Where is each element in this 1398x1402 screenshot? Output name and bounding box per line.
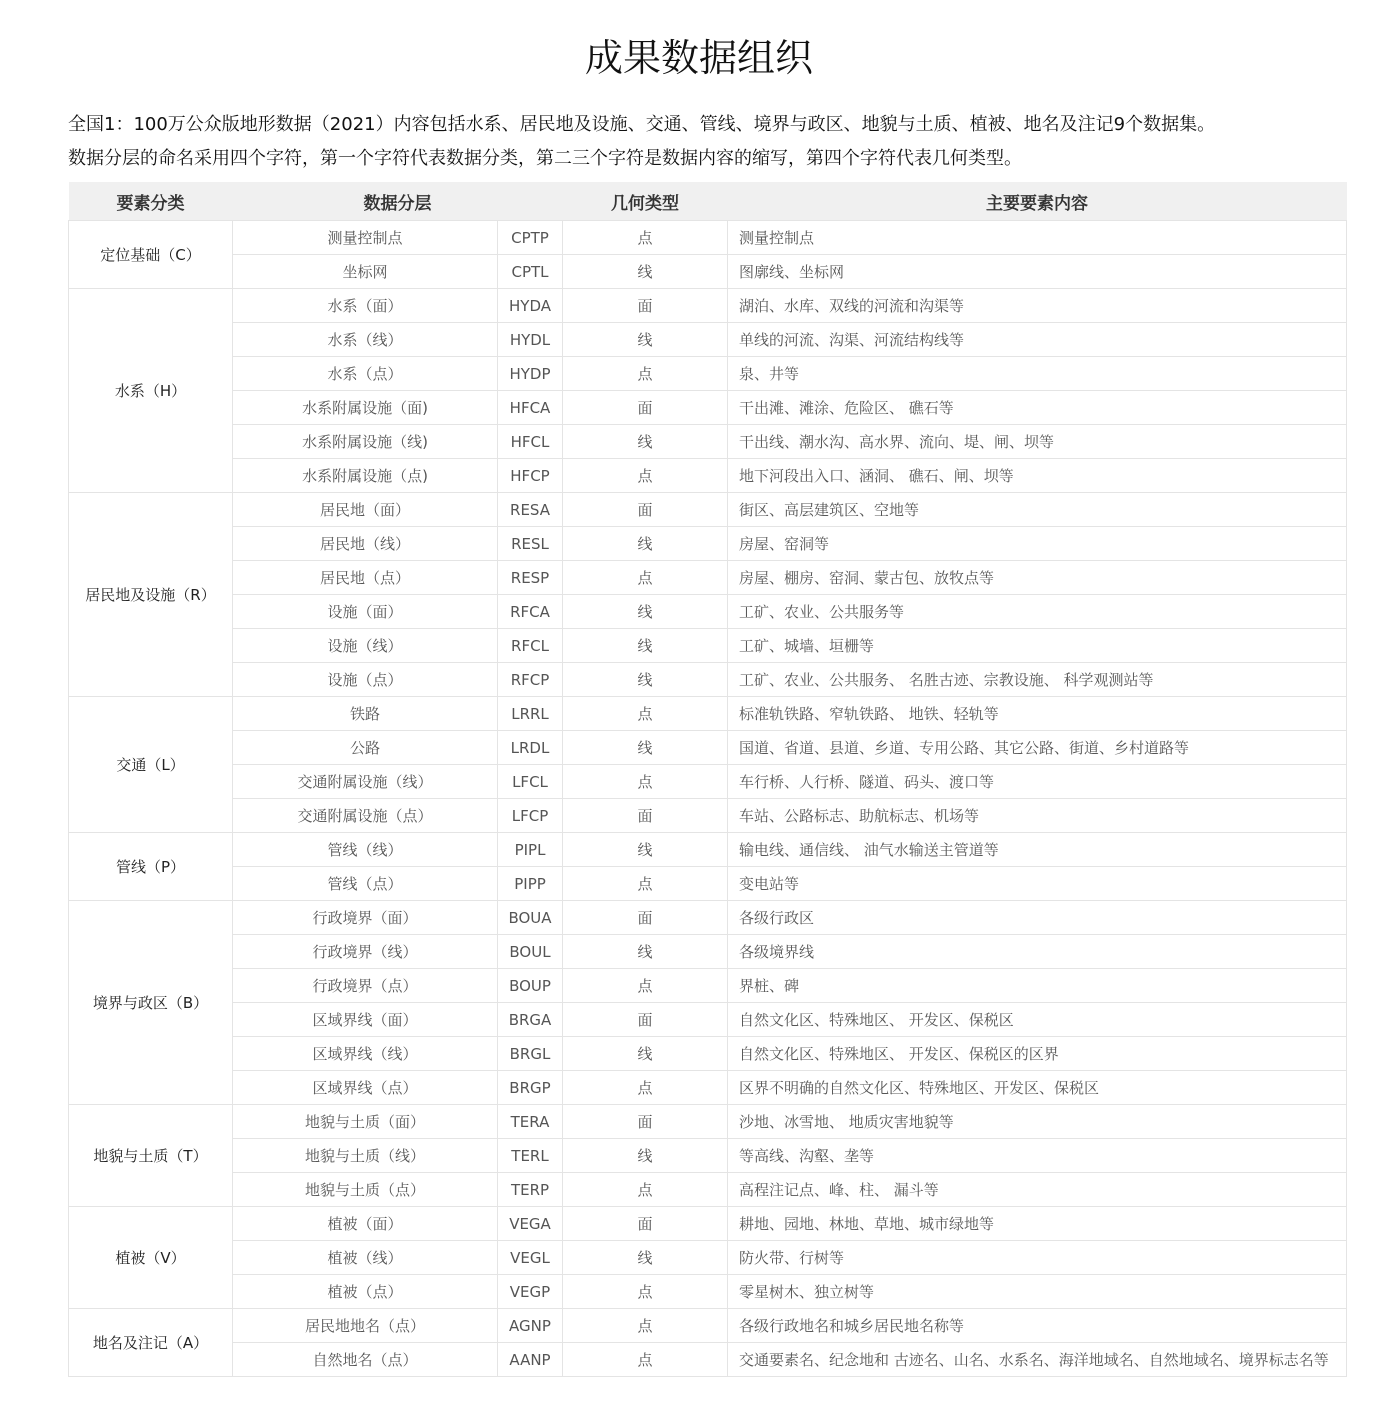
content-cell: 工矿、农业、公共服务等 bbox=[728, 595, 1347, 629]
table-row bbox=[69, 561, 1347, 595]
layer-code-cell: HFCL bbox=[498, 425, 563, 459]
table-row bbox=[69, 969, 1347, 1003]
content-cell: 干出线、潮水沟、高水界、流向、堤、闸、坝等 bbox=[728, 425, 1347, 459]
table-row bbox=[69, 357, 1347, 391]
geometry-type-cell: 面 bbox=[563, 1207, 728, 1241]
table-row bbox=[69, 255, 1347, 289]
geometry-type-cell: 点 bbox=[563, 1309, 728, 1343]
content-cell: 国道、省道、县道、乡道、专用公路、其它公路、街道、乡村道路等 bbox=[728, 731, 1347, 765]
layer-code-cell: TERL bbox=[498, 1139, 563, 1173]
header-content: 主要要素内容 bbox=[728, 182, 1347, 221]
table-row bbox=[69, 867, 1347, 901]
layer-name-cell: 管线（点） bbox=[233, 867, 498, 901]
geometry-type-cell: 点 bbox=[563, 221, 728, 255]
content-cell: 界桩、碑 bbox=[728, 969, 1347, 1003]
content-cell: 车站、公路标志、助航标志、机场等 bbox=[728, 799, 1347, 833]
category-cell: 居民地及设施（R） bbox=[69, 493, 233, 697]
geometry-type-cell: 线 bbox=[563, 1139, 728, 1173]
content-cell: 工矿、城墙、垣栅等 bbox=[728, 629, 1347, 663]
geometry-type-cell: 点 bbox=[563, 969, 728, 1003]
content-cell: 湖泊、水库、双线的河流和沟渠等 bbox=[728, 289, 1347, 323]
layer-name-cell: 行政境界（线） bbox=[233, 935, 498, 969]
layer-name-cell: 行政境界（面） bbox=[233, 901, 498, 935]
geometry-type-cell: 面 bbox=[563, 1105, 728, 1139]
layer-code-cell: VEGA bbox=[498, 1207, 563, 1241]
geometry-type-cell: 点 bbox=[563, 561, 728, 595]
intro-text bbox=[68, 110, 1358, 178]
layer-code-cell: HFCP bbox=[498, 459, 563, 493]
layer-code-cell: RFCP bbox=[498, 663, 563, 697]
table-row bbox=[69, 765, 1347, 799]
geometry-type-cell: 线 bbox=[563, 595, 728, 629]
geometry-type-cell: 线 bbox=[563, 833, 728, 867]
category-cell: 植被（V） bbox=[69, 1207, 233, 1309]
geometry-type-cell: 线 bbox=[563, 425, 728, 459]
content-cell: 车行桥、人行桥、隧道、码头、渡口等 bbox=[728, 765, 1347, 799]
layer-code-cell: BRGL bbox=[498, 1037, 563, 1071]
content-cell: 沙地、冰雪地、 地质灾害地貌等 bbox=[728, 1105, 1347, 1139]
layer-name-cell: 自然地名（点） bbox=[233, 1343, 498, 1377]
layer-code-cell: BOUP bbox=[498, 969, 563, 1003]
table-row bbox=[69, 459, 1347, 493]
geometry-type-cell: 线 bbox=[563, 1241, 728, 1275]
content-cell: 输电线、通信线、 油气水输送主管道等 bbox=[728, 833, 1347, 867]
layer-name-cell: 铁路 bbox=[233, 697, 498, 731]
layer-code-cell: HYDP bbox=[498, 357, 563, 391]
geometry-type-cell: 点 bbox=[563, 459, 728, 493]
layer-name-cell: 交通附属设施（线） bbox=[233, 765, 498, 799]
layer-code-cell: CPTP bbox=[498, 221, 563, 255]
layer-name-cell: 行政境界（点） bbox=[233, 969, 498, 1003]
layer-name-cell: 地貌与土质（点） bbox=[233, 1173, 498, 1207]
geometry-type-cell: 线 bbox=[563, 323, 728, 357]
layer-code-cell: LFCP bbox=[498, 799, 563, 833]
table-row bbox=[69, 1139, 1347, 1173]
layer-name-cell: 居民地地名（点） bbox=[233, 1309, 498, 1343]
table-row bbox=[69, 1173, 1347, 1207]
category-cell: 境界与政区（B） bbox=[69, 901, 233, 1105]
layer-name-cell: 水系（面） bbox=[233, 289, 498, 323]
category-cell: 地名及注记（A） bbox=[69, 1309, 233, 1377]
table-row bbox=[69, 799, 1347, 833]
layer-code-cell: HFCA bbox=[498, 391, 563, 425]
layer-name-cell: 设施（点） bbox=[233, 663, 498, 697]
page-title: 成果数据组织 bbox=[584, 36, 813, 80]
content-cell: 高程注记点、峰、柱、 漏斗等 bbox=[728, 1173, 1347, 1207]
content-cell: 地下河段出入口、涵洞、 礁石、闸、坝等 bbox=[728, 459, 1347, 493]
content-cell: 街区、高层建筑区、空地等 bbox=[728, 493, 1347, 527]
layer-name-cell: 居民地（线） bbox=[233, 527, 498, 561]
content-cell: 标准轨铁路、窄轨铁路、 地铁、轻轨等 bbox=[728, 697, 1347, 731]
table-row bbox=[69, 697, 1347, 731]
table-row bbox=[69, 629, 1347, 663]
header-category: 要素分类 bbox=[69, 182, 233, 221]
layer-code-cell: CPTL bbox=[498, 255, 563, 289]
geometry-type-cell: 线 bbox=[563, 1037, 728, 1071]
geometry-type-cell: 面 bbox=[563, 289, 728, 323]
layer-name-cell: 坐标网 bbox=[233, 255, 498, 289]
geometry-type-cell: 点 bbox=[563, 765, 728, 799]
layer-code-cell: RFCA bbox=[498, 595, 563, 629]
layer-name-cell: 管线（线） bbox=[233, 833, 498, 867]
layer-name-cell: 区域界线（线） bbox=[233, 1037, 498, 1071]
layer-name-cell: 植被（面） bbox=[233, 1207, 498, 1241]
table-row bbox=[69, 663, 1347, 697]
content-cell: 耕地、园地、林地、草地、城市绿地等 bbox=[728, 1207, 1347, 1241]
table-body bbox=[69, 221, 1347, 1377]
layer-code-cell: LRRL bbox=[498, 697, 563, 731]
content-cell: 泉、井等 bbox=[728, 357, 1347, 391]
geometry-type-cell: 面 bbox=[563, 493, 728, 527]
content-cell: 交通要素名、纪念地和 古迹名、山名、水系名、海洋地域名、自然地域名、境界标志名等 bbox=[728, 1343, 1347, 1377]
content-cell: 各级境界线 bbox=[728, 935, 1347, 969]
layer-name-cell: 水系附属设施（点) bbox=[233, 459, 498, 493]
geometry-type-cell: 线 bbox=[563, 663, 728, 697]
geometry-type-cell: 面 bbox=[563, 799, 728, 833]
category-cell: 水系（H） bbox=[69, 289, 233, 493]
table-row bbox=[69, 833, 1347, 867]
layer-code-cell: BOUA bbox=[498, 901, 563, 935]
data-layer-table bbox=[68, 182, 1347, 1377]
layer-code-cell: BOUL bbox=[498, 935, 563, 969]
layer-name-cell: 地貌与土质（线） bbox=[233, 1139, 498, 1173]
layer-name-cell: 植被（点） bbox=[233, 1275, 498, 1309]
content-cell: 测量控制点 bbox=[728, 221, 1347, 255]
layer-name-cell: 区域界线（面） bbox=[233, 1003, 498, 1037]
layer-code-cell: RESL bbox=[498, 527, 563, 561]
geometry-type-cell: 线 bbox=[563, 731, 728, 765]
layer-name-cell: 水系附属设施（线) bbox=[233, 425, 498, 459]
category-cell: 定位基础（C） bbox=[69, 221, 233, 289]
table-row bbox=[69, 1241, 1347, 1275]
layer-code-cell: AANP bbox=[498, 1343, 563, 1377]
table-row bbox=[69, 1037, 1347, 1071]
layer-code-cell: VEGL bbox=[498, 1241, 563, 1275]
geometry-type-cell: 面 bbox=[563, 1003, 728, 1037]
layer-name-cell: 公路 bbox=[233, 731, 498, 765]
geometry-type-cell: 线 bbox=[563, 255, 728, 289]
table-row bbox=[69, 1207, 1347, 1241]
geometry-type-cell: 线 bbox=[563, 527, 728, 561]
geometry-type-cell: 点 bbox=[563, 697, 728, 731]
layer-name-cell: 设施（线） bbox=[233, 629, 498, 663]
content-cell: 房屋、棚房、窑洞、蒙古包、放牧点等 bbox=[728, 561, 1347, 595]
geometry-type-cell: 线 bbox=[563, 629, 728, 663]
content-cell: 干出滩、滩涂、危险区、 礁石等 bbox=[728, 391, 1347, 425]
table-header-row bbox=[69, 182, 1347, 221]
content-cell: 各级行政地名和城乡居民地名称等 bbox=[728, 1309, 1347, 1343]
layer-name-cell: 居民地（面） bbox=[233, 493, 498, 527]
geometry-type-cell: 面 bbox=[563, 391, 728, 425]
layer-code-cell: LRDL bbox=[498, 731, 563, 765]
table-row bbox=[69, 323, 1347, 357]
layer-name-cell: 水系（点） bbox=[233, 357, 498, 391]
layer-name-cell: 交通附属设施（点） bbox=[233, 799, 498, 833]
layer-name-cell: 地貌与土质（面） bbox=[233, 1105, 498, 1139]
layer-code-cell: RESA bbox=[498, 493, 563, 527]
layer-code-cell: LFCL bbox=[498, 765, 563, 799]
geometry-type-cell: 点 bbox=[563, 357, 728, 391]
table-row bbox=[69, 425, 1347, 459]
layer-code-cell: HYDL bbox=[498, 323, 563, 357]
table-row bbox=[69, 1003, 1347, 1037]
layer-name-cell: 设施（面） bbox=[233, 595, 498, 629]
table-row bbox=[69, 221, 1347, 255]
geometry-type-cell: 点 bbox=[563, 1275, 728, 1309]
layer-code-cell: PIPL bbox=[498, 833, 563, 867]
content-cell: 房屋、窑洞等 bbox=[728, 527, 1347, 561]
content-cell: 工矿、农业、公共服务、 名胜古迹、宗教设施、 科学观测站等 bbox=[728, 663, 1347, 697]
table-row bbox=[69, 493, 1347, 527]
layer-name-cell: 植被（线） bbox=[233, 1241, 498, 1275]
layer-code-cell: AGNP bbox=[498, 1309, 563, 1343]
table-row bbox=[69, 935, 1347, 969]
table-row bbox=[69, 1275, 1347, 1309]
table-row bbox=[69, 289, 1347, 323]
layer-name-cell: 测量控制点 bbox=[233, 221, 498, 255]
category-cell: 交通（L） bbox=[69, 697, 233, 833]
header-layer: 数据分层 bbox=[233, 182, 563, 221]
content-cell: 自然文化区、特殊地区、 开发区、保税区的区界 bbox=[728, 1037, 1347, 1071]
content-cell: 等高线、沟壑、垄等 bbox=[728, 1139, 1347, 1173]
layer-code-cell: TERP bbox=[498, 1173, 563, 1207]
table-row bbox=[69, 901, 1347, 935]
intro-paragraph: 全国1：100万公众版地形数据（2021）内容包括水系、居民地及设施、交通、管线、境界与政区、地貌与土质、植被、地名及注记9个数据集。 bbox=[68, 114, 1216, 135]
category-cell: 管线（P） bbox=[69, 833, 233, 901]
table-row bbox=[69, 1105, 1347, 1139]
content-cell: 单线的河流、沟渠、河流结构线等 bbox=[728, 323, 1347, 357]
table-row bbox=[69, 1309, 1347, 1343]
geometry-type-cell: 点 bbox=[563, 867, 728, 901]
table-row bbox=[69, 731, 1347, 765]
layer-code-cell: VEGP bbox=[498, 1275, 563, 1309]
content-cell: 变电站等 bbox=[728, 867, 1347, 901]
layer-code-cell: RESP bbox=[498, 561, 563, 595]
layer-code-cell: BRGA bbox=[498, 1003, 563, 1037]
table-row bbox=[69, 391, 1347, 425]
content-cell: 防火带、行树等 bbox=[728, 1241, 1347, 1275]
table-row bbox=[69, 527, 1347, 561]
layer-code-cell: BRGP bbox=[498, 1071, 563, 1105]
table-row bbox=[69, 1343, 1347, 1377]
layer-code-cell: PIPP bbox=[498, 867, 563, 901]
category-cell: 地貌与土质（T） bbox=[69, 1105, 233, 1207]
content-cell: 零星树木、独立树等 bbox=[728, 1275, 1347, 1309]
layer-name-cell: 区域界线（点） bbox=[233, 1071, 498, 1105]
geometry-type-cell: 点 bbox=[563, 1173, 728, 1207]
layer-code-cell: RFCL bbox=[498, 629, 563, 663]
layer-code-cell: TERA bbox=[498, 1105, 563, 1139]
geometry-type-cell: 点 bbox=[563, 1343, 728, 1377]
geometry-type-cell: 点 bbox=[563, 1071, 728, 1105]
content-cell: 图廓线、坐标网 bbox=[728, 255, 1347, 289]
geometry-type-cell: 线 bbox=[563, 935, 728, 969]
geometry-type-cell: 面 bbox=[563, 901, 728, 935]
layer-name-cell: 居民地（点） bbox=[233, 561, 498, 595]
table-row bbox=[69, 1071, 1347, 1105]
table-row bbox=[69, 595, 1347, 629]
intro-paragraph: 数据分层的命名采用四个字符，第一个字符代表数据分类，第二三个字符是数据内容的缩写，第四个字符代表几何类型。 bbox=[68, 148, 1022, 169]
layer-name-cell: 水系（线） bbox=[233, 323, 498, 357]
content-cell: 各级行政区 bbox=[728, 901, 1347, 935]
header-geometry: 几何类型 bbox=[563, 182, 728, 221]
content-cell: 自然文化区、特殊地区、 开发区、保税区 bbox=[728, 1003, 1347, 1037]
layer-name-cell: 水系附属设施（面) bbox=[233, 391, 498, 425]
content-cell: 区界不明确的自然文化区、特殊地区、开发区、保税区 bbox=[728, 1071, 1347, 1105]
layer-code-cell: HYDA bbox=[498, 289, 563, 323]
